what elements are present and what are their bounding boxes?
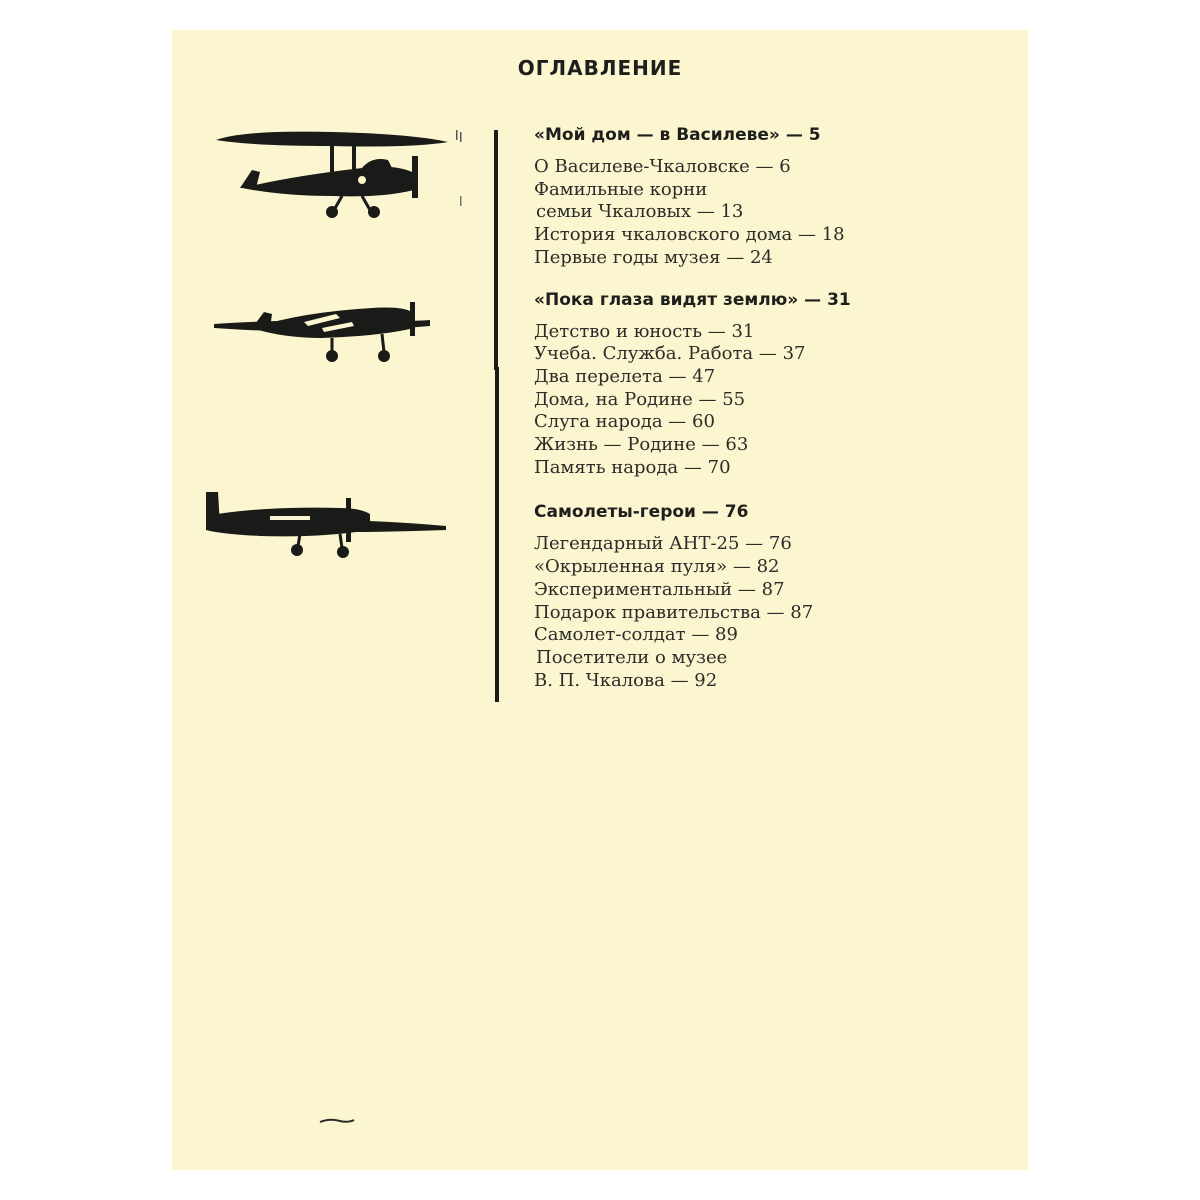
section-title: «Пока глаза видят землю» — 31 [534, 289, 851, 310]
toc-entry: История чкаловского дома — 18 [534, 224, 845, 246]
section-title: «Мой дом — в Василеве» — 5 [534, 125, 821, 145]
vertical-rule [495, 367, 499, 702]
toc-entry: семьи Чкаловых — 13 [536, 201, 744, 223]
toc-section [534, 289, 1014, 480]
monoplane-fighter-icon [212, 298, 442, 368]
ink-smudge [318, 1116, 358, 1126]
toc-entry: О Василеве-Чкаловске — 6 [534, 156, 791, 177]
section-title: Самолеты-герои — 76 [534, 502, 749, 523]
print-mark [454, 130, 466, 210]
page-title: ОГЛАВЛЕНИЕ [517, 56, 683, 80]
toc-entry: Посетители о музее [536, 646, 728, 668]
toc-section [534, 501, 1014, 692]
long-range-monoplane-icon [200, 486, 450, 560]
toc-entry: «Окрыленная пуля» — 82 [534, 556, 780, 578]
toc-entry: Два перелета — 47 [534, 365, 716, 387]
vertical-rule [494, 130, 498, 370]
toc-entry: Детство и юность — 31 [534, 320, 755, 342]
toc-entry: Первые годы музея — 24 [534, 246, 773, 268]
book-page [172, 30, 1028, 1170]
toc-entry: В. П. Чкалова — 92 [534, 669, 718, 691]
toc-entry: Дома, на Родине — 55 [534, 388, 746, 410]
toc-entry: Подарок правительства — 87 [534, 601, 814, 623]
toc-entry: Экспериментальный — 87 [534, 578, 785, 600]
table-of-contents [534, 124, 1014, 692]
toc-section [534, 124, 1014, 270]
toc-entry: Легендарный АНТ-25 — 76 [534, 533, 792, 555]
toc-entry: Слуга народа — 60 [534, 411, 715, 433]
toc-entry: Фамильные корни [534, 178, 708, 200]
biplane-icon [212, 120, 452, 220]
toc-entry: Жизнь — Родине — 63 [534, 434, 749, 456]
toc-entry: Память народа — 70 [534, 456, 731, 478]
toc-entry: Самолет-солдат — 89 [534, 624, 738, 646]
toc-entry: Учеба. Служба. Работа — 37 [534, 343, 806, 365]
